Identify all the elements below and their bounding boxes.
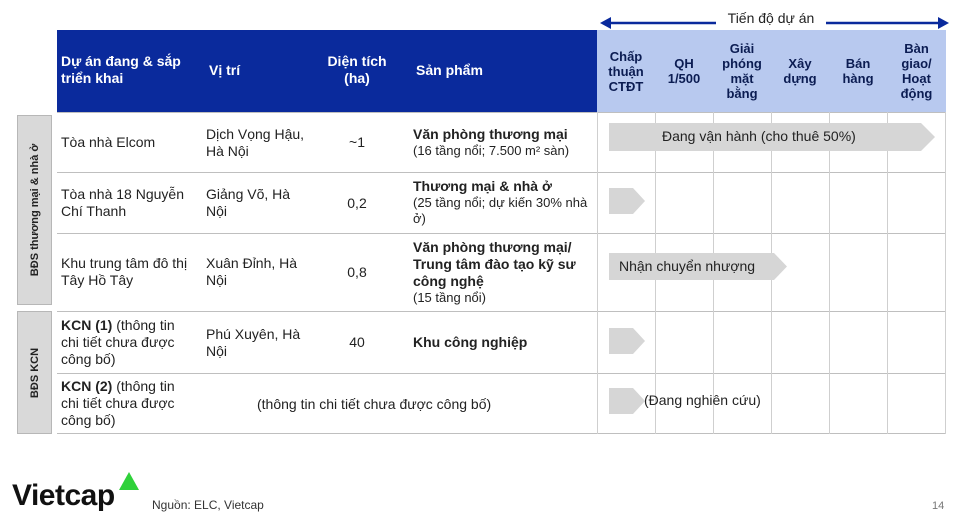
row4-product [413, 334, 598, 351]
column-divider [829, 112, 830, 434]
row-divider [57, 311, 946, 312]
header-stage-banhang: Bán hàng [842, 56, 874, 86]
header-product: Sản phẩm [416, 62, 483, 78]
row5-progress-label: (Đang nghiên cứu) [644, 392, 761, 408]
row2-product-detail: (25 tầng nổi; dự kiến 30% nhà ở) [413, 195, 588, 226]
section-label-industrial: BĐS KCN [17, 311, 52, 434]
header-stage-gpmb: Giải phóng mặt bằng [722, 41, 762, 101]
row3-project: Khu trung tâm đô thị Tây Hồ Tây [61, 255, 188, 288]
row5-project [61, 378, 196, 429]
row-divider [57, 172, 946, 173]
row-divider [57, 433, 946, 434]
row-divider [57, 373, 946, 374]
row2-product [413, 178, 598, 227]
row1-area: ~1 [349, 134, 365, 150]
row3-product [413, 239, 598, 306]
row1-project: Tòa nhà Elcom [61, 134, 156, 150]
row2-area: 0,2 [347, 195, 367, 211]
row1-product-title: Văn phòng thương mại [413, 126, 568, 142]
row4-project-code: KCN (1) [61, 317, 113, 333]
row5-project-note: (thông tin chi tiết chưa được công bố) [61, 378, 175, 428]
header-stage-bangiao: Bàn giao/ Hoạt động [900, 41, 933, 101]
row4-location: Phú Xuyên, Hà Nội [206, 326, 301, 359]
section-label-commercial: BĐS thương mại & nhà ở [17, 115, 52, 305]
header-stage-xaydung: Xây dựng [783, 56, 817, 86]
row-divider [57, 233, 946, 234]
row1-progress-label: Đang vận hành (cho thuê 50%) [662, 128, 856, 144]
source-note: Nguồn: ELC, Vietcap [152, 498, 264, 512]
progress-header-label: Tiến độ dự án [716, 9, 826, 27]
row2-product-title: Thương mại & nhà ở [413, 178, 552, 194]
header-project: Dự án đang & sắp triển khai [61, 53, 181, 86]
header-location: Vị trí [209, 62, 241, 78]
row1-location: Dịch Vọng Hậu, Hà Nội [206, 126, 305, 159]
row4-project [61, 317, 196, 368]
header-stage-qh: QH 1/500 [667, 56, 701, 86]
column-divider [887, 112, 888, 434]
row1-product-detail: (16 tầng nổi; 7.500 m² sàn) [413, 143, 570, 158]
header-stage-ctdt: Chấp thuận CTĐT [608, 48, 644, 94]
column-divider [945, 112, 946, 434]
row5-merged-note: (thông tin chi tiết chưa được công bố) [257, 396, 492, 412]
logo-triangle-icon [119, 472, 139, 490]
row4-progress-arrow [609, 328, 645, 354]
vietcap-logo: Vietcap [12, 479, 115, 512]
row3-area: 0,8 [347, 264, 367, 280]
row5-project-code: KCN (2) [61, 378, 113, 394]
row3-location: Xuân Đỉnh, Hà Nội [206, 255, 298, 288]
row3-progress-label: Nhận chuyển nhượng [619, 258, 756, 274]
row1-product [413, 126, 598, 159]
row3-product-title: Văn phòng thương mại/ Trung tâm đào tạo kỹ sư công nghệ [413, 239, 576, 289]
row2-project: Tòa nhà 18 Nguyễn Chí Thanh [61, 186, 184, 219]
row2-location: Giảng Võ, Hà Nội [206, 186, 291, 219]
row4-project-note: (thông tin chi tiết chưa được công bố) [61, 317, 175, 367]
row5-progress-arrow [609, 388, 645, 414]
header-area: Diện tích (ha) [327, 53, 387, 86]
row4-product-title: Khu công nghiệp [413, 334, 528, 350]
row4-area: 40 [349, 334, 365, 350]
row2-progress-arrow [609, 188, 645, 214]
row-divider [57, 112, 946, 113]
row3-product-detail: (15 tầng nổi) [413, 290, 486, 305]
page-number: 14 [932, 500, 945, 512]
